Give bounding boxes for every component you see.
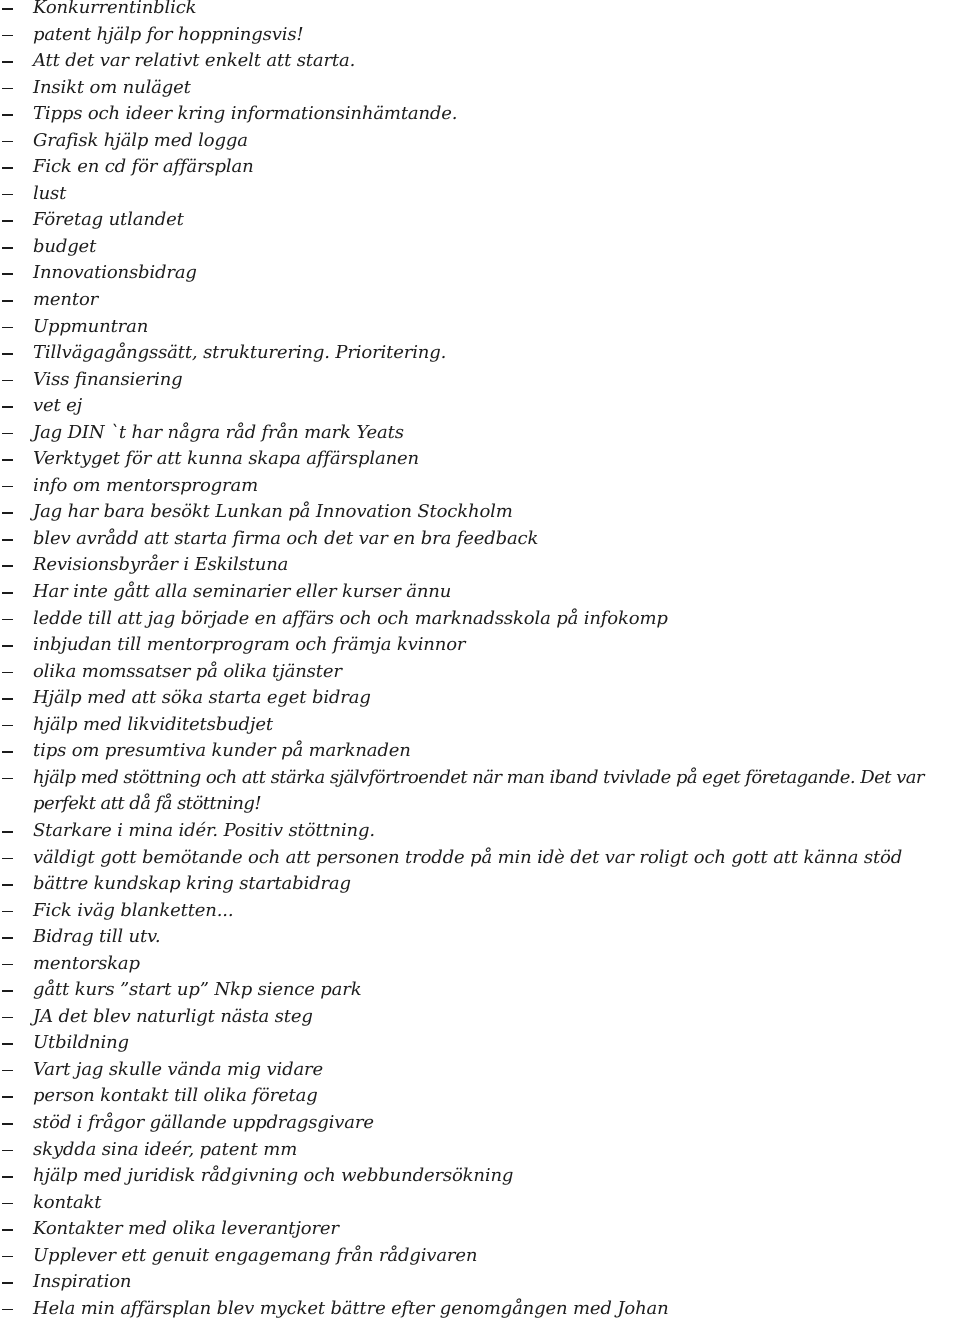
list-item: Revisionsbyråer i Eskilstuna (0, 552, 960, 579)
list-item: info om mentorsprogram (0, 473, 960, 500)
list-item: Inspiration (0, 1269, 960, 1296)
list-item: väldigt gott bemötande och att personen trodde på min idè det var roligt och gott att känna stöd (0, 845, 960, 872)
list-item: olika momssatser på olika tjänster (0, 659, 960, 686)
list-item: budget (0, 234, 960, 261)
list-item: Fick en cd för affärsplan (0, 154, 960, 181)
list-item: Grafisk hjälp med logga (0, 128, 960, 155)
list-item: Konkurrentinblick (0, 0, 960, 22)
list-item: JA det blev naturligt nästa steg (0, 1004, 960, 1031)
list-item: Jag DIN `t har några råd från mark Yeats (0, 420, 960, 447)
list-item: Hjälp med att söka starta eget bidrag (0, 685, 960, 712)
list-item: ledde till att jag började en affärs och och marknadsskola på infokomp (0, 606, 960, 633)
list-item: Upplever ett genuit engagemang från rådgivaren (0, 1243, 960, 1270)
list-item: Viss finansiering (0, 367, 960, 394)
list-item: kontakt (0, 1190, 960, 1217)
list-item: Starkare i mina idér. Positiv stöttning. (0, 818, 960, 845)
list-item: Bidrag till utv. (0, 924, 960, 951)
list-item: vet ej (0, 393, 960, 420)
list-item: Att det var relativt enkelt att starta. (0, 48, 960, 75)
list-item: Verktyget för att kunna skapa affärsplanen (0, 446, 960, 473)
list-item: patent hjälp for hoppningsvis! (0, 22, 960, 49)
list-item: stöd i frågor gällande uppdragsgivare (0, 1110, 960, 1137)
list-item: Vart jag skulle vända mig vidare (0, 1057, 960, 1084)
list-item: hjälp med stöttning och att stärka självförtroendet när man iband tvivlade på eget företagande. Det var perfekt att då få stöttning! (0, 765, 960, 818)
list-item: Tillvägagångssätt, strukturering. Prioritering. (0, 340, 960, 367)
list-item: blev avrådd att starta firma och det var en bra feedback (0, 526, 960, 553)
list-item: tips om presumtiva kunder på marknaden (0, 738, 960, 765)
list-item: mentor (0, 287, 960, 314)
list-item: mentorskap (0, 951, 960, 978)
list-item: gått kurs ”start up” Nkp sience park (0, 977, 960, 1004)
list-item: hjälp med juridisk rådgivning och webbundersökning (0, 1163, 960, 1190)
list-item: Uppmuntran (0, 314, 960, 341)
list-item: skydda sina ideér, patent mm (0, 1137, 960, 1164)
list-item: Tipps och ideer kring informationsinhämtande. (0, 101, 960, 128)
list-item: Jag har bara besökt Lunkan på Innovation Stockholm (0, 499, 960, 526)
list-item: Har inte gått alla seminarier eller kurser ännu (0, 579, 960, 606)
list-item: hjälp med likviditetsbudjet (0, 712, 960, 739)
list-item: Hela min affärsplan blev mycket bättre efter genomgången med Johan (0, 1296, 960, 1321)
list-item: Innovationsbidrag (0, 260, 960, 287)
list-item: Företag utlandet (0, 207, 960, 234)
list-item: inbjudan till mentorprogram och främja kvinnor (0, 632, 960, 659)
list-item: bättre kundskap kring startabidrag (0, 871, 960, 898)
list-item: Insikt om nuläget (0, 75, 960, 102)
list-item: person kontakt till olika företag (0, 1083, 960, 1110)
list-item: Fick iväg blanketten... (0, 898, 960, 925)
list-item: lust (0, 181, 960, 208)
list-item: Kontakter med olika leverantjorer (0, 1216, 960, 1243)
list-item: Utbildning (0, 1030, 960, 1057)
